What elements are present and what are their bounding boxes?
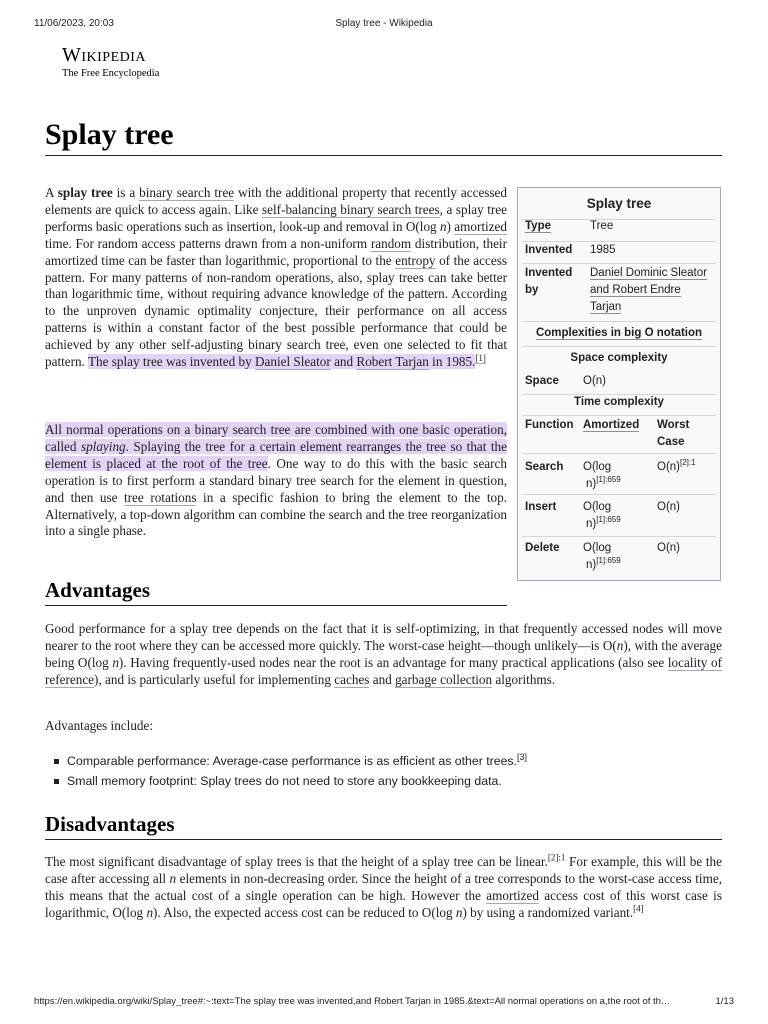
infobox-space-header: Space complexity xyxy=(570,352,668,364)
logo-wordmark: Wikipedia xyxy=(62,44,147,66)
infobox-divider xyxy=(522,453,716,454)
highlighted-text: The splay tree was invented by Daniel Sleator and Robert Tarjan in 1985. xyxy=(87,354,476,370)
infobox-divider xyxy=(522,415,716,416)
infobox-col-worst-case: Worst Case xyxy=(657,419,690,448)
intro-paragraph-1: A splay tree is a binary search tree with the additional property that recently accessed elements are quick to access again. Like self-balancing binary search trees, a splay tree performs basic operations such as insertion, look-up and removal in O(log n) amortized time. For random access patterns drawn from a non-uniform random distribution, their amortized time can be faster than logarithmic, proportional to the entropy of the access pattern. For many patterns of non-random operations, also, splay trees can take better than logarithmic time, without requiring advance knowledge of the pattern. According to the unproven dynamic optimality conjecture, their performance on all access patterns is within a constant factor of the best possible performance that could be achieved by any other self-adjusting binary search tree, even one selected to fit that pattern. The splay tree was invented by Daniel Sleator and Robert Tarjan in 1985.[1] xyxy=(45,185,508,370)
list-item: Small memory footprint: Splay trees do not need to store any bookkeeping data. xyxy=(52,771,527,791)
print-footer xyxy=(34,996,734,1010)
citation-1[interactable]: [1] xyxy=(475,352,486,363)
infobox-invented-value: 1985 xyxy=(590,244,616,256)
infobox-divider xyxy=(522,321,716,322)
infobox-type-label: Type xyxy=(525,220,551,232)
link-self-balancing-bst[interactable]: self-balancing binary search trees xyxy=(262,201,440,217)
infobox xyxy=(517,187,721,581)
logo-tagline: The Free Encyclopedia xyxy=(62,68,160,79)
link-robert-tarjan[interactable]: Robert Tarjan xyxy=(356,354,429,370)
link-random[interactable]: random xyxy=(370,235,412,251)
print-date: 11/06/2023, 20:03 xyxy=(34,18,114,29)
infobox-space-label: Space xyxy=(525,375,559,387)
link-garbage-collection[interactable]: garbage collection xyxy=(395,671,493,687)
infobox-col-function: Function xyxy=(525,419,574,431)
infobox-caption: Splay tree xyxy=(586,196,652,211)
citation-3[interactable]: [3] xyxy=(516,751,527,762)
infobox-space-value: O(n) xyxy=(583,375,606,387)
section-heading-disadvantages: Disadvantages xyxy=(45,812,175,836)
citation-4[interactable]: [4] xyxy=(633,903,644,914)
infobox-insert-amortized: O(log n)$^{[1]:659}$ xyxy=(583,501,621,530)
infobox-col-amortized[interactable]: Amortized xyxy=(583,419,640,431)
infobox-delete-label: Delete xyxy=(525,542,560,554)
infobox-divider xyxy=(522,219,716,220)
print-page-title: Splay tree - Wikipedia xyxy=(335,18,433,29)
section-divider xyxy=(45,839,722,840)
print-url: https://en.wikipedia.org/wiki/Splay_tree#:~:text=The splay tree was invented,and Robert Tarjan in 1985.&text=All normal operations on a,the root of th… xyxy=(34,996,671,1007)
link-locality-of-reference[interactable]: locality of reference xyxy=(45,654,722,687)
advantages-paragraph: Good performance for a splay tree depends on the fact that it is self-optimizing, in that frequently accessed nodes will move nearer to the root where they can be accessed more quickly. The worst-case height—though unlikely—is O(n), with the average being O(log n). Having frequently-used nodes near the root is an advantage for many practical applications (also see locality of reference), and is particularly useful for implementing caches and garbage collection algorithms. xyxy=(45,621,722,687)
advantages-list xyxy=(52,751,527,791)
link-daniel-sleator[interactable]: Daniel Sleator xyxy=(254,354,331,370)
infobox-divider xyxy=(522,346,716,347)
infobox-complexities-header[interactable]: Complexities in big O notation xyxy=(535,327,703,339)
infobox-divider xyxy=(522,536,716,537)
highlighted-text: All normal operations on a binary search tree are combined with one basic operation, called splaying. Splaying the tree for a certain element rearranges the tree so that the element is placed at the root of the tree xyxy=(45,422,507,471)
disadvantages-paragraph: The most significant disadvantage of splay trees is that the height of a splay tree can be linear.$^{[2]:1}$ For example, this will be the case after accessing all n elements in non-decreasing order. Since the height of a tree corresponds to the worst-case access time, this means that the actual cost of a single operation can be high. However the amortized access cost of this worst case is logarithmic, O(log n). Also, the expected access cost can be reduced to O(log n) by using a randomized variant.[4] xyxy=(45,852,722,920)
link-binary-search-tree[interactable]: binary search tree xyxy=(139,185,235,200)
intro-paragraph-2: All normal operations on a binary search tree are combined with one basic operation, called splaying. Splaying the tree for a certain element rearranges the tree so that the element is placed at the root of the tree. One way to do this with the basic search operation is to first perform a standard binary tree search for the element in question, and then use tree rotations in a specific fashion to bring the element to the top. Alternatively, a top-down algorithm can combine the search and the tree reorganization into a single phase. xyxy=(45,422,507,539)
link-entropy[interactable]: entropy xyxy=(395,252,436,268)
link-amortized[interactable]: amortized xyxy=(486,887,539,903)
infobox-divider xyxy=(522,263,716,264)
section-divider xyxy=(45,605,507,606)
infobox-insert-label: Insert xyxy=(525,501,557,513)
infobox-search-worst: $O(n)^{[2]:1}$ xyxy=(657,458,696,473)
title-divider xyxy=(45,155,722,156)
citation-2[interactable]: [2]:1 xyxy=(547,852,566,863)
wikipedia-logo[interactable] xyxy=(62,44,159,80)
section-heading-advantages: Advantages xyxy=(45,578,151,602)
link-amortized[interactable]: amortized xyxy=(454,218,507,234)
print-header xyxy=(34,18,734,32)
link-caches[interactable]: caches xyxy=(334,671,370,687)
infobox-delete-amortized: O(log n)$^{[1]:659}$ xyxy=(583,542,621,571)
infobox-time-header: Time complexity xyxy=(574,396,664,408)
infobox-invented-label: Invented xyxy=(525,244,573,256)
page-title: Splay tree xyxy=(45,118,174,151)
infobox-invented-by-label: Invented by xyxy=(525,267,573,296)
advantages-include-label: Advantages include: xyxy=(45,718,154,733)
infobox-insert-worst: O(n) xyxy=(657,501,680,513)
term-splay-tree: splay tree xyxy=(57,185,113,200)
infobox-invented-by-value[interactable]: Daniel Dominic Sleator and Robert Endre Tarjan xyxy=(590,267,707,313)
print-page-number: 1/13 xyxy=(715,996,734,1007)
infobox-search-amortized: O(log n)$^{[1]:659}$ xyxy=(583,461,621,490)
infobox-search-label: Search xyxy=(525,461,564,473)
link-tree-rotations[interactable]: tree rotations xyxy=(124,489,197,505)
infobox-divider xyxy=(522,494,716,495)
infobox-type-value: Tree xyxy=(590,220,614,232)
list-item: Comparable performance: Average-case performance is as efficient as other trees.[3] xyxy=(52,751,527,771)
infobox-delete-worst: O(n) xyxy=(657,542,680,554)
